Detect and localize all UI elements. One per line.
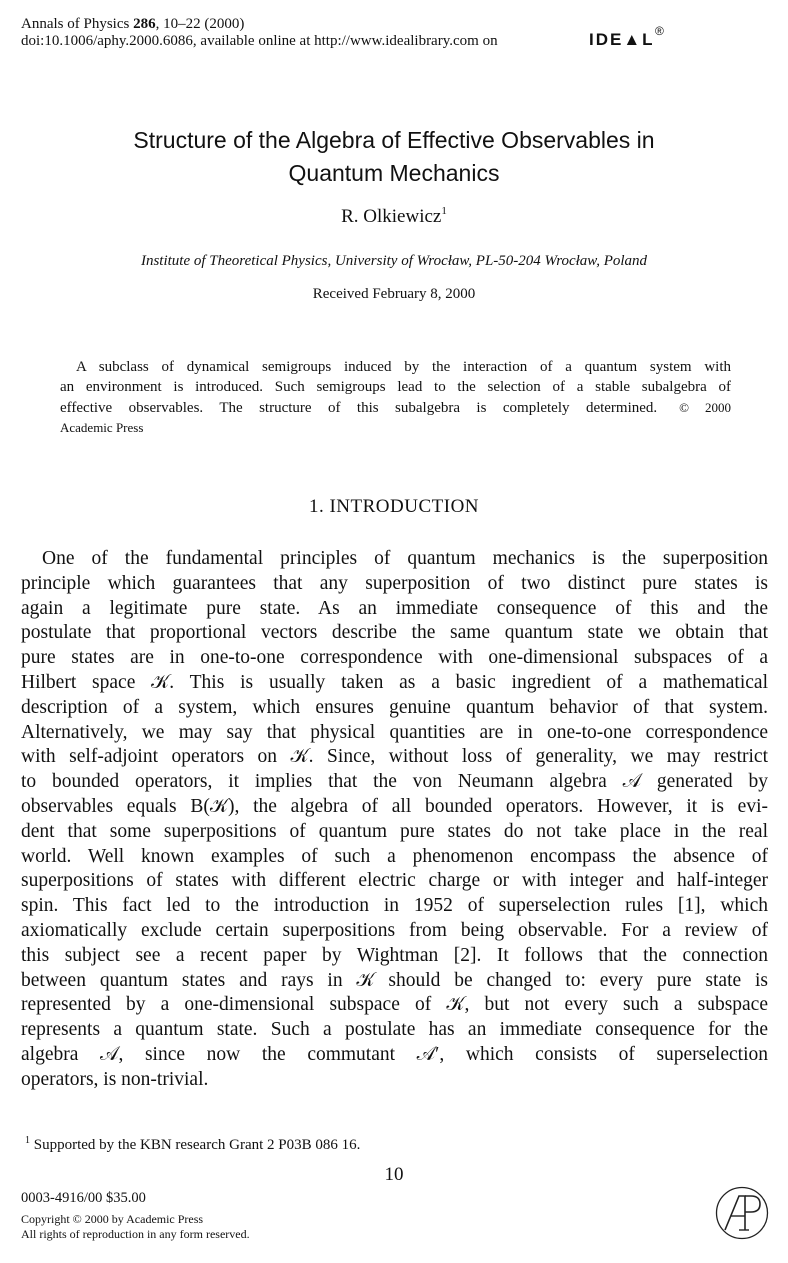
body-line: pure states are in one-to-one correspondence with one-dimensional subspaces of a — [21, 647, 768, 669]
body-line: axiomatically exclude certain superpositions from being observable. For a review of — [21, 919, 768, 941]
body-line: between quantum states and rays in 𝒦 should be changed to: every pure state is — [21, 969, 768, 991]
body-line: algebra 𝒜, since now the commutant 𝒜′, which consists of superselection — [21, 1043, 768, 1065]
ideal-logo-icon — [589, 24, 669, 60]
body-line: postulate that proportional vectors describe the same quantum state we obtain that — [21, 622, 768, 644]
affiliation: Institute of Theoretical Physics, University of Wrocław, PL-50-204 Wrocław, Poland — [140, 253, 648, 269]
footnote — [25, 1135, 360, 1154]
body-line: to bounded operators, it implies that the von Neumann algebra 𝒜 generated by — [21, 771, 768, 793]
title-line-1: Structure of the Algebra of Effective Observables in — [133, 127, 655, 153]
body-line: Hilbert space 𝒦. This is usually taken as a basic ingredient of a mathematical — [21, 671, 768, 693]
ideal-logo-text: IDE▲L — [589, 30, 655, 49]
abstract-line: an environment is introduced. Such semigroups lead to the selection of a stable subalgebra of — [60, 379, 731, 396]
citation-line — [21, 16, 498, 33]
body-line: description of a system, which ensures genuine quantum behavior of that system. — [21, 696, 768, 718]
body-line: operators, is non-trivial. — [21, 1068, 209, 1090]
price-code: 0003-4916/00 $35.00 — [21, 1190, 146, 1206]
body-line: superpositions of states with different electric charge or with integer and half-integer — [21, 870, 768, 892]
volume-number: 286 — [133, 16, 156, 32]
body-line: this subject see a recent paper by Wightman [2]. It follows that the connection — [21, 944, 768, 966]
abstract-publisher: Academic Press — [60, 419, 144, 435]
body-line: represented by a one-dimensional subspace of 𝒦, but not every such a subspace — [21, 994, 768, 1016]
author-name: R. Olkiewicz — [341, 206, 442, 227]
body-line: with self-adjoint operators on 𝒦. Since, without loss of generality, we may restrict — [21, 746, 768, 768]
body-line: observables equals B(𝒦), the algebra of all bounded operators. However, it is evi- — [21, 795, 768, 817]
pages-year: , 10–22 (2000) — [155, 16, 245, 32]
abstract-copyright: © 2000 — [679, 399, 731, 415]
title-line-2: Quantum Mechanics — [288, 160, 500, 186]
abstract-line: A subclass of dynamical semigroups induced by the interaction of a quantum system with — [76, 359, 731, 375]
introduction-body — [21, 547, 768, 1093]
footnote-mark: 1 — [25, 1135, 30, 1146]
bottom-info — [21, 1190, 250, 1242]
doi-line: doi:10.1006/aphy.2000.6086, available online at http://www.idealibrary.com on — [21, 33, 498, 49]
copyright-line: Copyright © 2000 by Academic Press — [21, 1212, 204, 1226]
paper-title — [0, 124, 788, 190]
received-date: Received February 8, 2000 — [312, 286, 476, 302]
abstract-line: effective observables. The structure of this subalgebra is completely determined. © 2000 — [60, 399, 731, 416]
footnote-text: Supported by the KBN research Grant 2 P03B 086 16. — [33, 1137, 361, 1153]
rights-line: All rights of reproduction in any form reserved. — [21, 1227, 250, 1241]
page-number: 10 — [384, 1164, 404, 1185]
body-line: represents a quantum state. Such a postulate has an immediate consequence for the — [21, 1019, 768, 1041]
section-heading: 1. INTRODUCTION — [308, 496, 480, 517]
author — [0, 205, 788, 228]
body-line: world. Well known examples of such a phenomenon encompass the absence of — [21, 845, 768, 867]
body-line: again a legitimate pure state. As an immediate consequence of this and the — [21, 597, 768, 619]
body-line: principle which guarantees that any superposition of two distinct pure states is — [21, 572, 768, 594]
body-line: Alternatively, we may say that physical quantities are in one-to-one correspondence — [21, 721, 768, 743]
abstract — [60, 357, 731, 438]
journal-header — [21, 16, 498, 50]
academic-press-logo-icon — [715, 1186, 769, 1240]
author-footnote-mark: 1 — [441, 205, 447, 217]
body-line: One of the fundamental principles of quantum mechanics is the superposition — [42, 548, 768, 569]
registered-mark: ® — [655, 24, 664, 38]
body-line: dent that some superpositions of quantum pure states do not take place in the real — [21, 820, 768, 842]
journal-name: Annals of Physics — [21, 16, 134, 32]
body-line: spin. This fact led to the introduction in 1952 of superselection rules [1], which — [21, 895, 768, 917]
